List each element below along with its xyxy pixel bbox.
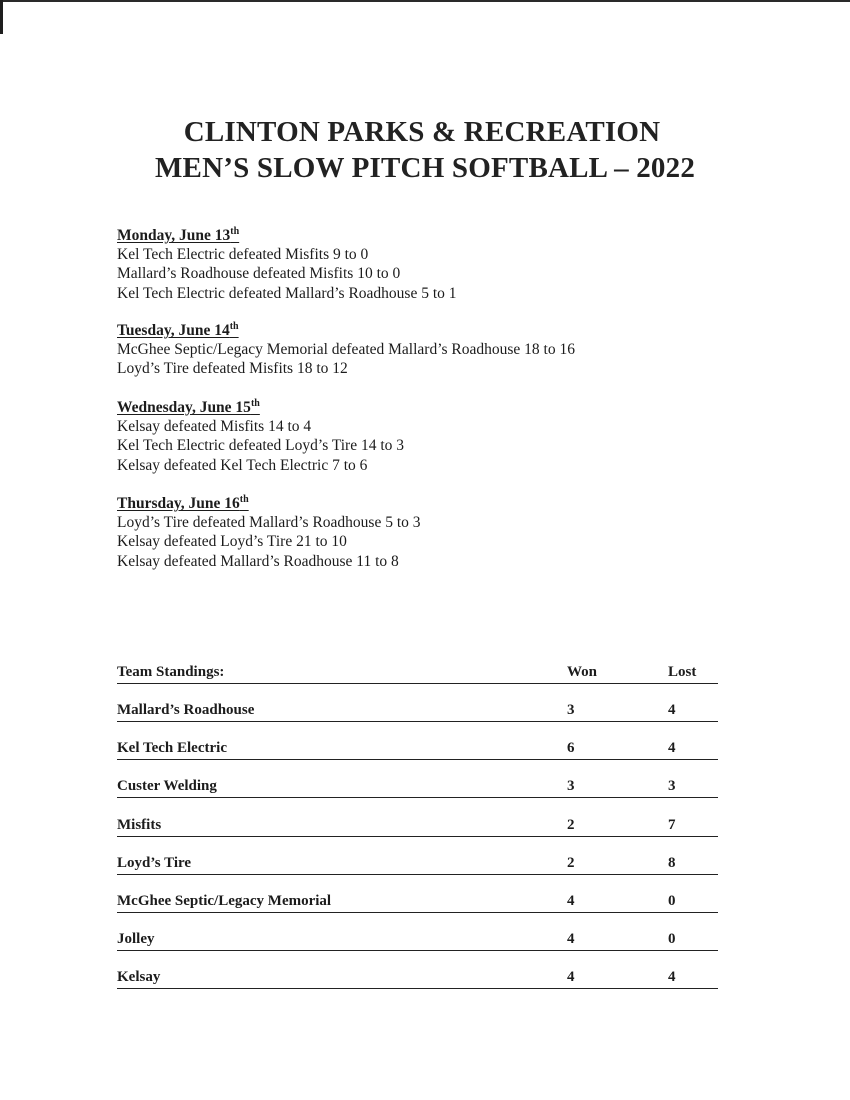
document-title-line2: MEN’S SLOW PITCH SOFTBALL – 2022 (154, 152, 696, 184)
team-won: 4 (567, 931, 575, 947)
game-result: Kelsay defeated Loyd’s Tire 21 to 10 (117, 533, 347, 551)
day-block-thursday (117, 494, 421, 571)
team-name: Kelsay (117, 969, 161, 985)
game-result: McGhee Septic/Legacy Memorial defeated Mallard’s Roadhouse 18 to 16 (117, 341, 575, 359)
team-lost: 3 (668, 778, 676, 794)
row-underline (117, 874, 718, 875)
day-heading-suffix: th (250, 398, 260, 409)
standings-row (117, 967, 718, 989)
standings-row (117, 700, 718, 722)
standings-header-team: Team Standings: (117, 664, 225, 680)
team-won: 4 (567, 893, 575, 909)
game-result: Kel Tech Electric defeated Misfits 9 to 0 (117, 246, 369, 264)
team-lost: 4 (668, 702, 676, 718)
day-block-tuesday (117, 321, 575, 379)
game-result: Kel Tech Electric defeated Loyd’s Tire 14 to 3 (117, 437, 405, 455)
day-heading-suffix: th (230, 226, 240, 237)
team-name: McGhee Septic/Legacy Memorial (117, 893, 332, 909)
day-heading (117, 398, 404, 417)
day-heading (117, 494, 421, 513)
standings-row (117, 891, 718, 913)
team-won: 3 (567, 702, 575, 718)
team-name: Mallard’s Roadhouse (117, 702, 255, 718)
scan-edge-left (0, 0, 3, 34)
day-heading-text: Monday, June 13 (117, 227, 231, 244)
game-result: Kel Tech Electric defeated Mallard’s Roadhouse 5 to 1 (117, 284, 457, 302)
day-heading (117, 321, 575, 340)
game-result: Loyd’s Tire defeated Misfits 18 to 12 (117, 360, 348, 378)
team-won: 4 (567, 969, 575, 985)
team-lost: 0 (668, 893, 676, 909)
day-heading (117, 226, 457, 245)
row-underline (117, 836, 718, 837)
standings-header-row (117, 662, 718, 684)
team-name: Kel Tech Electric (117, 740, 227, 756)
day-block-monday (117, 226, 457, 303)
day-heading-text: Tuesday, June 14 (117, 322, 230, 339)
team-lost: 8 (668, 855, 676, 871)
team-won: 6 (567, 740, 575, 756)
team-lost: 7 (668, 817, 676, 833)
game-result: Loyd’s Tire defeated Mallard’s Roadhouse 5 to 3 (117, 514, 421, 532)
team-lost: 4 (668, 969, 676, 985)
row-underline (117, 912, 718, 913)
scan-edge-top (0, 0, 850, 2)
team-won: 2 (567, 817, 575, 833)
standings-header-lost: Lost (668, 664, 697, 680)
row-underline (117, 759, 718, 760)
team-lost: 0 (668, 931, 676, 947)
team-name: Loyd’s Tire (117, 855, 192, 871)
game-result: Mallard’s Roadhouse defeated Misfits 10 to 0 (117, 265, 401, 283)
day-heading-suffix: th (229, 321, 239, 332)
day-block-wednesday (117, 398, 404, 475)
team-name: Jolley (117, 931, 155, 947)
day-heading-suffix: th (239, 494, 249, 505)
row-underline (117, 950, 718, 951)
day-heading-text: Thursday, June 16 (117, 495, 240, 512)
game-result: Kelsay defeated Kel Tech Electric 7 to 6 (117, 456, 368, 474)
document-title-line1: CLINTON PARKS & RECREATION (183, 116, 661, 148)
row-underline (117, 797, 718, 798)
team-won: 3 (567, 778, 575, 794)
row-underline (117, 988, 718, 989)
standings-row (117, 776, 718, 798)
standings-row (117, 929, 718, 951)
team-name: Misfits (117, 817, 162, 833)
standings-row (117, 815, 718, 837)
game-result: Kelsay defeated Mallard’s Roadhouse 11 to 8 (117, 552, 399, 570)
team-won: 2 (567, 855, 575, 871)
team-lost: 4 (668, 740, 676, 756)
standings-header-won: Won (567, 664, 598, 680)
row-underline (117, 721, 718, 722)
game-result: Kelsay defeated Misfits 14 to 4 (117, 418, 312, 436)
standings-row (117, 853, 718, 875)
standings-row (117, 738, 718, 760)
team-name: Custer Welding (117, 778, 217, 794)
day-heading-text: Wednesday, June 15 (117, 399, 251, 416)
row-underline (117, 683, 718, 684)
